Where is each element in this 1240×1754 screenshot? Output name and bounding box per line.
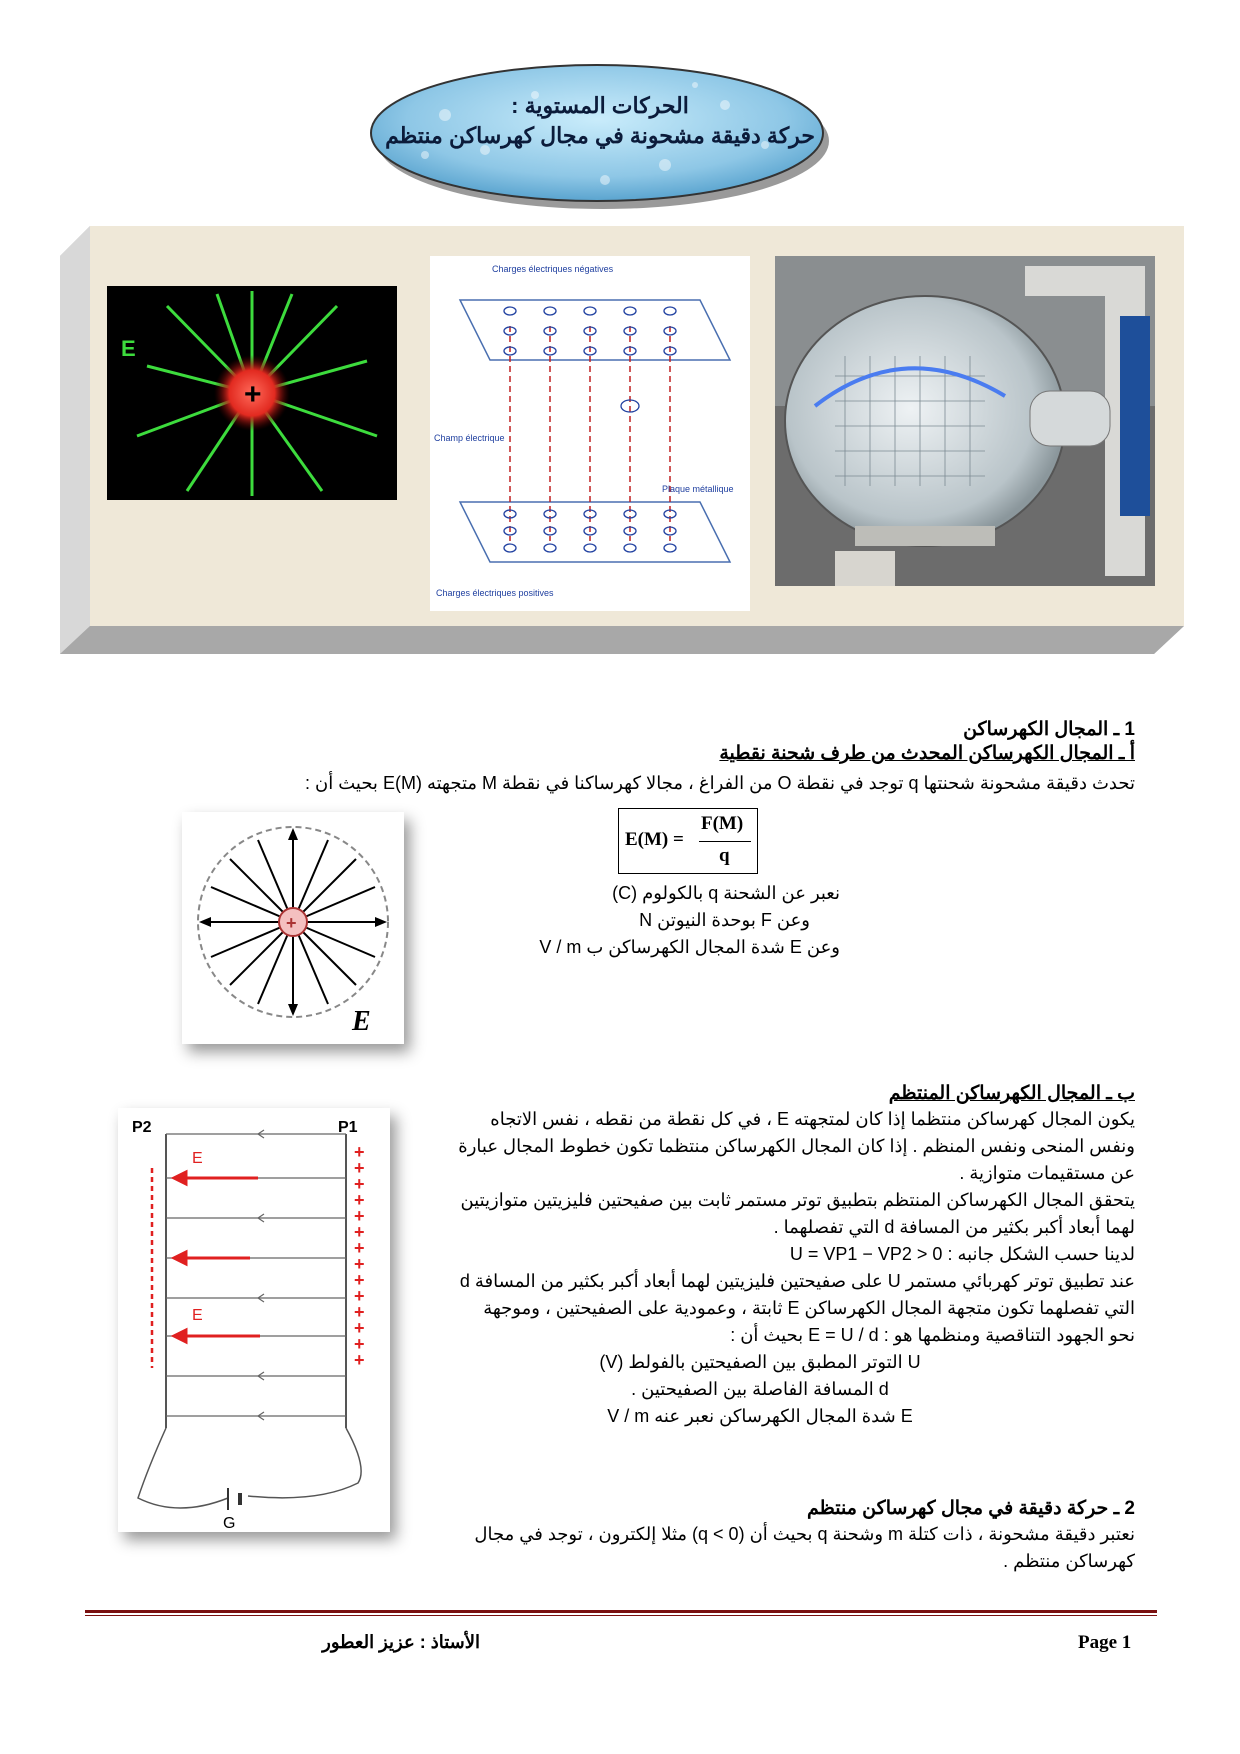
section-b-line-2: ونفس المنحى ونفس المنظم . إذا كان المجال الكهرساكن منتظما تكون خطوط المجال عبارة <box>458 1136 1135 1156</box>
image-banner <box>60 226 1184 654</box>
uniform-field-lines <box>166 1134 346 1416</box>
title-line-2: حركة دقيقة مشحونة في مجال كهرساكن منتظم <box>385 123 815 148</box>
svg-text:+: + <box>354 1206 365 1226</box>
uniform-field-figure <box>118 1108 390 1532</box>
svg-text:+: + <box>354 1174 365 1194</box>
section-b-line-6: لدينا حسب الشكل جانبه : U = VP1 − VP2 > 0 <box>789 1244 1135 1264</box>
footer-rule-bottom <box>85 1615 1157 1616</box>
section2-heading: 2 ـ حركة دقيقة في مجال كهرساكن منتظم <box>807 1498 1135 1519</box>
svg-text:+: + <box>354 1222 365 1242</box>
parallel-plates-diagram <box>430 256 750 611</box>
fraction-bar <box>699 841 751 842</box>
title-line-1: الحركات المستوية : <box>511 93 689 118</box>
formula-numerator: F(M) <box>701 813 744 834</box>
wire-left <box>138 1428 228 1508</box>
point-charge-figure <box>182 812 404 1044</box>
section1-sub-a: أ ـ المجال الكهرساكن المحدث من طرف شحنة نقطية <box>719 743 1135 764</box>
radial-field-diagram <box>182 812 404 1044</box>
wire-right <box>248 1428 361 1498</box>
e-vector-label-bottom: E <box>192 1307 203 1324</box>
unit-field: وعن E شدة المجال الكهرساكن ب V / m <box>539 937 840 957</box>
section-b-text <box>385 1106 1135 1430</box>
svg-text:+: + <box>354 1318 365 1338</box>
field-formula-box <box>618 808 758 874</box>
point-charge-field-image <box>107 286 397 500</box>
footer-rule-top <box>85 1610 1157 1613</box>
section1-heading: 1 ـ المجال الكهرساكن <box>963 719 1135 740</box>
section2-line1: نعتبر دقيقة مشحونة ، ذات كتلة m وشحنة q بحيث أن (q < 0) مثلا إلكترون ، توجد في مجال <box>474 1524 1135 1544</box>
title-banner <box>365 55 835 215</box>
figure-e-label: E <box>352 1006 371 1037</box>
formula-denominator: q <box>719 845 730 866</box>
svg-text:+: + <box>354 1270 365 1290</box>
label-p2: P2 <box>132 1119 152 1136</box>
label-p1: P1 <box>338 1119 358 1136</box>
section-b-line-4: يتحقق المجال الكهرساكن المنتظم بتطبيق توتر مستمر ثابت بين صفيحتين فليزيتين متوازيتين <box>460 1190 1135 1210</box>
section-b-heading: ب ـ المجال الكهرساكن المنتظم <box>888 1083 1135 1104</box>
section-b-line-9: نحو الجهود التناقصية ومنظمها هو : E = U / d بحيث أن : <box>730 1325 1135 1345</box>
section-b-line-8: التي تفصلهما تكون متجهة المجال الكهرساكن E ثابتة ، وعمودية على الصفيحتين ، وموجهة <box>483 1298 1135 1318</box>
unit-charge: نعبر عن الشحنة q بالكولوم (C) <box>612 883 840 903</box>
svg-text:+: + <box>354 1334 365 1354</box>
positive-charge-column <box>354 1142 365 1370</box>
charge-plus-sign: + <box>244 378 262 411</box>
svg-text:+: + <box>354 1286 365 1306</box>
label-positive-charges: Charges électriques positives <box>436 588 554 598</box>
label-negative-charges: Charges électriques négatives <box>492 264 614 274</box>
cathode-tube-photo <box>775 256 1155 586</box>
label-metal-plate: Plaque métallique <box>662 484 734 494</box>
section-b-line-10: U التوتر المطبق بين الصفيحتين بالفولط (V) <box>599 1352 921 1372</box>
e-vector-label-top: E <box>192 1150 203 1167</box>
svg-text:+: + <box>354 1350 365 1370</box>
e-vectors <box>174 1172 260 1342</box>
svg-text:+: + <box>354 1302 365 1322</box>
center-charge-plus: + <box>286 913 297 933</box>
section-b-line-11: d المسافة الفاصلة بين الصفيحتين . <box>631 1379 889 1399</box>
field-symbol-e: E <box>121 336 136 361</box>
section2-line2: كهرساكن منتظم . <box>1003 1551 1135 1571</box>
svg-text:+: + <box>354 1142 365 1162</box>
section1-line1: تحدث دقيقة مشحونة شحنتها q توجد في نقطة O من الفراغ ، مجالا كهرساكنا في نقطة M متجهته E(M) بحيث أن : <box>304 773 1135 793</box>
svg-text:+: + <box>354 1158 365 1178</box>
section-b-line-12: E شدة المجال الكهرساكن نعبر عنه V / m <box>607 1406 913 1426</box>
footer-page-number: Page 1 <box>1078 1632 1132 1653</box>
section-b-line-3: عن مستقيمات متوازية . <box>959 1163 1135 1183</box>
svg-text:+: + <box>354 1254 365 1274</box>
svg-text:+: + <box>354 1190 365 1210</box>
label-electric-field: Champ électrique <box>434 433 505 443</box>
formula-lhs: E(M) = <box>625 829 684 850</box>
section-b-line-5: لهما أبعاد أكبر بكثير من المسافة d التي تفصلهما . <box>773 1217 1135 1237</box>
section-b-line-7: عند تطبيق توتر كهربائي مستمر U على صفيحتين فليزيتين لهما أبعاد أكبر بكثير من المسافة d <box>459 1271 1135 1291</box>
section-b-line-1: يكون المجال كهرساكن منتظما إذا كان لمتجهته E ، في كل نقطة من نقطه ، نفس الاتجاه <box>490 1109 1135 1129</box>
unit-force: وعن F بوحدة النيوتن N <box>639 910 810 930</box>
generator-label: G <box>223 1515 236 1532</box>
svg-text:+: + <box>354 1238 365 1258</box>
capacitor-diagram <box>118 1108 390 1532</box>
footer-teacher: الأستاذ : عزيز العطور <box>322 1632 480 1652</box>
